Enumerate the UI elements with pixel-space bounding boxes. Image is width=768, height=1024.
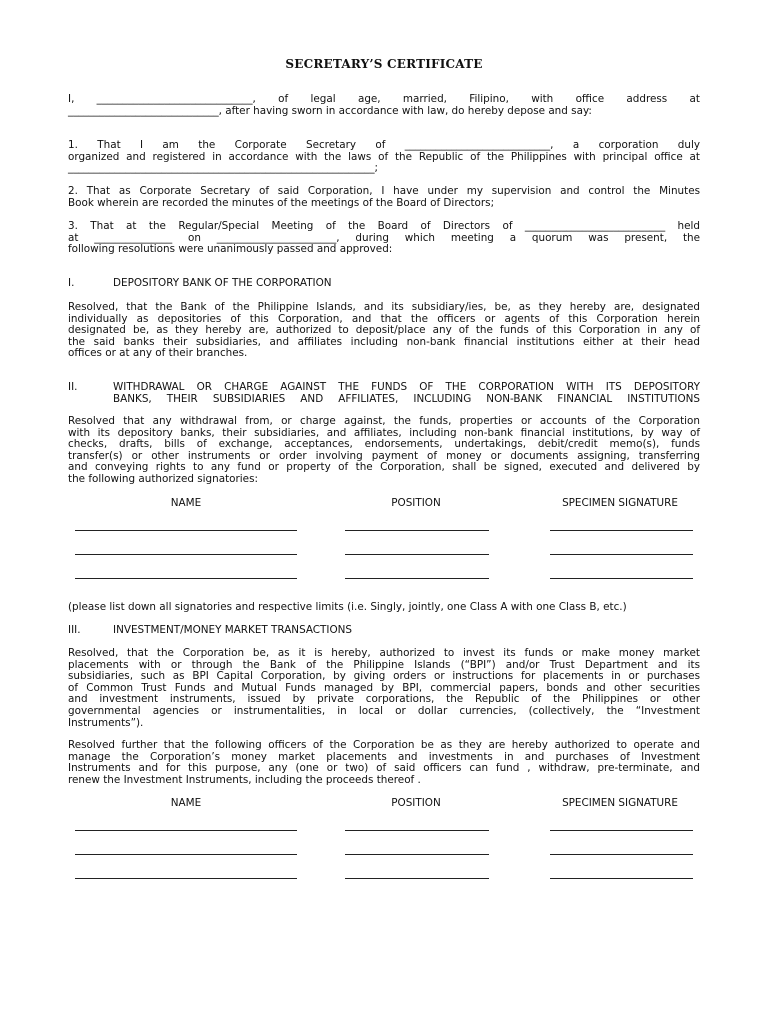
paragraph-line: of Common Trust Funds and Mutual Funds managed by BPI, commercial papers, bonds and other securities <box>68 681 700 694</box>
paragraph-line: Resolved, that the Bank of the Philippine Islands, and its subsidiary/ies, be, as they hereby are, designated <box>68 301 700 313</box>
signature-line-specimen <box>550 854 693 855</box>
section-title: WITHDRAWAL OR CHARGE AGAINST THE FUNDS OF THE CORPORATION WITH ITS DEPOSITORY <box>113 381 700 393</box>
paragraph-line: transfer(s) or other instruments or order involving payment of money or documents assigning, transferring <box>68 449 700 462</box>
resolution-3 <box>68 648 700 729</box>
signature-line-specimen <box>550 878 693 879</box>
paragraph-3 <box>68 221 700 256</box>
column-header-signature: SPECIMEN SIGNATURE <box>562 797 678 809</box>
paragraph-line: placements with or through the Bank of the Philippine Islands (“BPI”) and/or Trust Department and its <box>68 658 700 671</box>
signature-line-name <box>75 878 297 879</box>
paragraph-line: and conveying rights to any fund or property of the Corporation, shall be signed, executed and delivered by <box>68 461 700 474</box>
column-header-name: NAME <box>170 797 202 809</box>
resolution-4 <box>68 740 700 786</box>
section-title: INVESTMENT/MONEY MARKET TRANSACTIONS <box>113 624 353 636</box>
signature-line-name <box>75 578 297 579</box>
signature-line-name <box>75 854 297 855</box>
paragraph-1 <box>68 140 700 175</box>
signature-line-position <box>345 878 489 879</box>
intro-paragraph <box>68 94 700 117</box>
column-header-position: POSITION <box>391 797 441 809</box>
paragraph-line: Resolved that any withdrawal from, or charge against, the funds, properties or accounts of the Corporation <box>68 415 700 427</box>
column-header-signature: SPECIMEN SIGNATURE <box>562 497 678 509</box>
signature-line-position <box>345 830 489 831</box>
paragraph-line: individually as depositories of this Corporation, and that the officers or agents of this Corporation herein <box>68 312 700 325</box>
paragraph-line: Resolved further that the following officers of the Corporation be as they are hereby authorized to operate and <box>68 739 700 751</box>
page-title: SECRETARY’S CERTIFICATE <box>285 57 483 71</box>
paragraph-line: Resolved, that the Corporation be, as it is hereby, authorized to invest its funds or make money market <box>68 647 700 659</box>
resolution-2 <box>68 416 700 486</box>
signature-line-specimen <box>550 554 693 555</box>
column-header-position: POSITION <box>391 497 441 509</box>
paragraph-line: subsidiaries, such as BPI Capital Corporation, by giving orders or instructions for placements in or purchases <box>68 670 700 683</box>
signature-line-specimen <box>550 530 693 531</box>
paragraph-line: following resolutions were unanimously passed and approved: <box>68 243 393 256</box>
signature-line-position <box>345 578 489 579</box>
column-header-name: NAME <box>170 497 202 509</box>
paragraph-line: at _______________ on _______________________, during which meeting a quorum was present, the <box>68 231 700 244</box>
paragraph-line: organized and registered in accordance with the laws of the Republic of the Philippines with principal office at <box>68 150 700 163</box>
paragraph-line: manage the Corporation’s money market placements and investments in and purchases of Investment <box>68 750 700 763</box>
paragraph-line: Instruments and for this purpose, any (one or two) of said officers can fund , withdraw, pre-terminate, and <box>68 762 700 775</box>
signature-line-specimen <box>550 578 693 579</box>
paragraph-line: designated be, as they hereby are, authorized to deposit/place any of the funds of this Corporation in any of <box>68 324 700 337</box>
section-number: I. <box>68 277 75 289</box>
paragraph-line: checks, drafts, bills of exchange, acceptances, endorsements, undertakings, debit/credit memo(s), funds <box>68 438 700 451</box>
signature-line-position <box>345 554 489 555</box>
paragraph-line: ___________________________________________________________; <box>68 162 379 175</box>
paragraph-line: the said banks their subsidiaries, and affiliates including non-bank financial institutions either at their head <box>68 335 700 348</box>
paragraph-2 <box>68 186 700 209</box>
intro-line: _____________________________, after having sworn in accordance with law, do hereby depose and say: <box>68 104 592 117</box>
section-title: BANKS, THEIR SUBSIDIARIES AND AFFILIATES, INCLUDING NON-BANK FINANCIAL INSTITUTIONS <box>113 392 700 405</box>
paragraph-line: and investment instruments, issued by private corporations, the Republic of the Philippines or other <box>68 693 700 706</box>
paragraph-line: 3. That at the Regular/Special Meeting of the Board of Directors of ___________________________ held <box>68 220 700 232</box>
intro-line: I, ______________________________, of legal age, married, Filipino, with office address at <box>68 93 700 105</box>
signature-line-position <box>345 854 489 855</box>
signature-line-name <box>75 530 297 531</box>
section-number: III. <box>68 624 81 636</box>
signature-line-position <box>345 530 489 531</box>
paragraph-line: renew the Investment Instruments, including the proceeds thereof . <box>68 773 421 786</box>
resolution-1 <box>68 302 700 360</box>
paragraph-line: the following authorized signatories: <box>68 472 258 485</box>
signature-line-name <box>75 554 297 555</box>
paragraph-line: offices or at any of their branches. <box>68 347 248 360</box>
section-title: DEPOSITORY BANK OF THE CORPORATION <box>113 277 332 289</box>
paragraph-line: 1. That I am the Corporate Secretary of ____________________________, a corporation duly <box>68 139 700 151</box>
signature-line-name <box>75 830 297 831</box>
signature-line-specimen <box>550 830 693 831</box>
paragraph-line: Instruments”). <box>68 716 144 729</box>
section-number: II. <box>68 381 78 393</box>
signatories-note: (please list down all signatories and respective limits (i.e. Singly, jointly, one Class A with one Class B, etc.) <box>68 601 627 613</box>
paragraph-line: Book wherein are recorded the minutes of the meetings of the Board of Directors; <box>68 196 495 209</box>
paragraph-line: with its depository banks, their subsidiaries, and affiliates, including non-bank financial institutions, by way of <box>68 426 700 439</box>
paragraph-line: governmental agencies or instrumentalities, in local or dollar currencies, (collectively, the “Investment <box>68 704 700 717</box>
paragraph-line: 2. That as Corporate Secretary of said Corporation, I have under my supervision and control the Minutes <box>68 185 700 197</box>
